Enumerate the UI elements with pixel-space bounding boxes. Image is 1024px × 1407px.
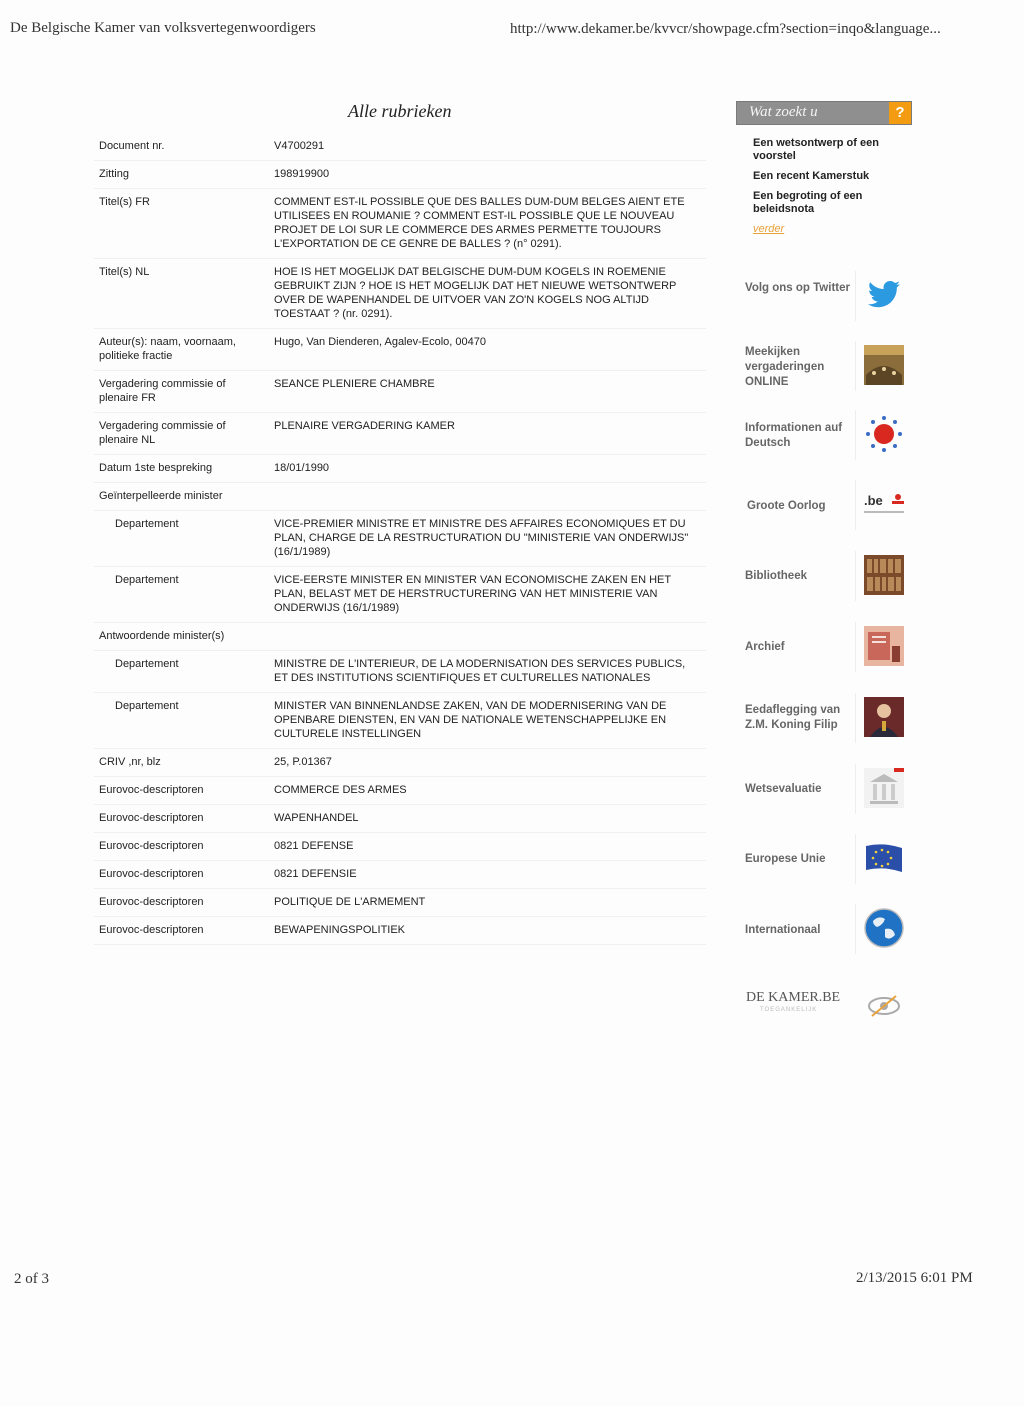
lion-stars-icon (862, 408, 906, 460)
record-row (94, 861, 706, 889)
record-value: MINISTER VAN BINNENLANDSE ZAKEN, VAN DE MODERNISERING VAN DE OPENBARE DIENSTEN, EN VAN DE NATIONALE WETENSCHAPPELIJKE EN CULTURELE INSTELLINGEN (274, 700, 667, 740)
record-value: WAPENHANDEL (274, 812, 359, 824)
record-row (94, 259, 706, 329)
divider (855, 764, 856, 814)
logo-subtext: TOEGANKELIJK (760, 1007, 818, 1013)
print-header-title: De Belgische Kamer van volksvertegenwoordigers (10, 20, 316, 36)
tile-twitter[interactable] (736, 269, 912, 323)
search-placeholder: Wat zoekt u (749, 104, 818, 120)
record-row (94, 371, 706, 413)
chamber-photo-icon (862, 339, 906, 391)
divider (855, 271, 856, 321)
record-row (94, 511, 706, 567)
record-label: Departement (115, 700, 179, 712)
print-footer-page: 2 of 3 (14, 1271, 49, 1287)
record-label: Departement (115, 518, 179, 530)
tile-label: Meekijken vergaderingen ONLINE (745, 346, 825, 388)
record-label: Document nr. (99, 140, 165, 152)
record-value: 0821 DEFENSIE (274, 868, 357, 880)
accessibility-eye-icon (862, 980, 906, 1032)
record-row (94, 889, 706, 917)
record-value: 0821 DEFENSE (274, 840, 354, 852)
tile-label: Internationaal (745, 924, 821, 936)
record-label: Vergadering commissie of plenaire NL (99, 420, 226, 446)
record-value: VICE-EERSTE MINISTER EN MINISTER VAN ECONOMISCHE ZAKEN EN HET PLAN, BELAST MET DE HERSTRUCTURERING VAN HET MINISTERIE VAN ONDERWIJS (16/1/1989) (274, 574, 671, 614)
library-books-icon (862, 549, 906, 601)
divider (855, 551, 856, 601)
record-row (94, 651, 706, 693)
dekamer-accessible-logo[interactable] (736, 980, 912, 1034)
divider (855, 341, 856, 391)
record-value: 18/01/1990 (274, 462, 330, 474)
archive-photo-icon (862, 620, 906, 672)
tile-label: Europese Unie (745, 853, 826, 865)
record-row (94, 329, 706, 371)
record-label: Eurovoc-descriptoren (99, 840, 204, 852)
record-value (266, 483, 706, 511)
record-label: Eurovoc-descriptoren (99, 896, 204, 908)
record-row (94, 693, 706, 749)
record-row (94, 567, 706, 623)
page-title: Alle rubrieken (348, 101, 452, 121)
eu-flag-icon (862, 832, 906, 884)
record-row (94, 833, 706, 861)
record-row (94, 777, 706, 805)
tile-wetsevaluatie[interactable] (736, 762, 912, 816)
record-label: Departement (115, 658, 179, 670)
record-label: Geïnterpelleerde minister (99, 490, 223, 502)
record-value: HOE IS HET MOGELIJK DAT BELGISCHE DUM-DUM KOGELS IN ROEMENIE GEBRUIKT ZIJN ? HOE IS HET MOGELIJK DAT HET NIEUWE WETSONTWERP OVER DE WAPENHANDEL DE UITVOER VAN ZO'N KOGELS NOG ALTIJD TOESTAAT ? (nr. 0291). (274, 266, 677, 320)
record-label: Auteur(s): naam, voornaam, politieke fractie (99, 336, 236, 362)
divider (855, 904, 856, 954)
print-header-url[interactable]: http://www.dekamer.be/kvvcr/showpage.cfm?section=inqo&language... (510, 21, 941, 37)
record-value: 25, P.01367 (274, 756, 332, 768)
be-1914-logo-icon (862, 478, 906, 530)
quick-link-recent-document[interactable]: Een recent Kamerstuk (753, 170, 870, 182)
tile-meekijken[interactable] (736, 339, 912, 393)
record-label: Vergadering commissie of plenaire FR (99, 378, 226, 404)
record-label: Antwoordende minister(s) (99, 630, 225, 642)
quick-link-bill[interactable]: Een wetsontwerp of een voorstel (753, 137, 879, 162)
record-label: Zitting (99, 168, 129, 180)
record-row (94, 483, 706, 511)
record-value: PLENAIRE VERGADERING KAMER (274, 420, 455, 432)
record-label: Eurovoc-descriptoren (99, 812, 204, 824)
record-value: SEANCE PLENIERE CHAMBRE (274, 378, 435, 390)
record-row (94, 805, 706, 833)
tile-europese-unie[interactable] (736, 832, 912, 886)
record-row (94, 749, 706, 777)
search-input[interactable] (736, 101, 912, 125)
record-value: MINISTRE DE L'INTERIEUR, DE LA MODERNISATION DES SERVICES PUBLICS, ET DES INSTITUTIONS SCIENTIFIQUES ET CULTURELLES NATIONALES (274, 658, 686, 684)
tile-label: Bibliotheek (745, 570, 807, 582)
record-table (94, 133, 706, 945)
record-value (266, 623, 706, 651)
twitter-bird-icon (862, 269, 906, 321)
divider (855, 693, 856, 743)
record-label: Datum 1ste bespreking (99, 462, 213, 474)
record-value: POLITIQUE DE L'ARMEMENT (274, 896, 426, 908)
record-label: Titel(s) NL (99, 266, 150, 278)
tile-internationaal[interactable] (736, 902, 912, 956)
record-value: 198919900 (274, 168, 330, 180)
record-label: Eurovoc-descriptoren (99, 784, 204, 796)
tile-archief[interactable] (736, 620, 912, 674)
tile-deutsch[interactable] (736, 408, 912, 462)
logo-text: DE KAMER.BE (746, 990, 841, 1005)
tile-label: Groote Oorlog (747, 500, 826, 512)
record-row (94, 455, 706, 483)
king-portrait-icon (862, 691, 906, 743)
record-row (94, 623, 706, 651)
record-row (94, 133, 706, 161)
record-row (94, 161, 706, 189)
record-label: Eurovoc-descriptoren (99, 868, 204, 880)
print-footer-datetime: 2/13/2015 6:01 PM (856, 1270, 973, 1286)
more-link[interactable]: verder (753, 223, 785, 235)
record-label: CRIV ,nr, blz (99, 756, 161, 768)
sidebar (736, 101, 912, 1013)
quick-links (736, 137, 912, 216)
tile-label: Wetsevaluatie (745, 783, 822, 795)
record-label: Eurovoc-descriptoren (99, 924, 204, 936)
tile-label: Eedaflegging van Z.M. Koning Filip (745, 704, 841, 731)
tile-eedaflegging[interactable] (736, 691, 912, 745)
tile-groote-oorlog[interactable] (736, 478, 912, 532)
record-row (94, 413, 706, 455)
record-value: COMMERCE DES ARMES (274, 784, 407, 796)
record-value: COMMENT EST-IL POSSIBLE QUE DES BALLES DUM-DUM BELGES AIENT ETE UTILISEES EN ROUMANIE ? COMMENT EST-IL POSSIBLE QUE LE NOUVEAU PROJET DE LOI SUR LE COMMERCE DES ARMES PERMETTE TOUJOURS L'EXPORTATION DE CE GENRE DE BALLES ? (n° 0291). (274, 196, 685, 250)
quick-link-budget[interactable]: Een begroting of een beleidsnota (753, 190, 863, 215)
divider (855, 480, 856, 530)
svg-text:.be: .be (864, 493, 883, 508)
tile-bibliotheek[interactable] (736, 549, 912, 603)
record-value: Hugo, Van Dienderen, Agalev-Ecolo, 00470 (274, 336, 486, 348)
globe-icon (862, 902, 906, 954)
record-value: VICE-PREMIER MINISTRE ET MINISTRE DES AFFAIRES ECONOMIQUES ET DU PLAN, CHARGE DE LA RESTRUCTURATION DU "MINISTERIE VAN ONDERWIJS" (16/1/1989) (274, 518, 689, 558)
record-row (94, 189, 706, 259)
record-value: V4700291 (274, 140, 325, 152)
divider (855, 834, 856, 884)
tile-label: Volg ons op Twitter (745, 282, 850, 294)
divider (855, 410, 856, 460)
law-building-icon (862, 762, 906, 814)
record-label: Titel(s) FR (99, 196, 150, 208)
tile-label: Archief (745, 641, 785, 653)
tile-label: Informationen auf Deutsch (745, 422, 843, 449)
record-value: BEWAPENINGSPOLITIEK (274, 924, 406, 936)
record-label: Departement (115, 574, 179, 586)
help-button[interactable]: ? (889, 102, 911, 124)
record-row (94, 917, 706, 945)
divider (855, 622, 856, 672)
